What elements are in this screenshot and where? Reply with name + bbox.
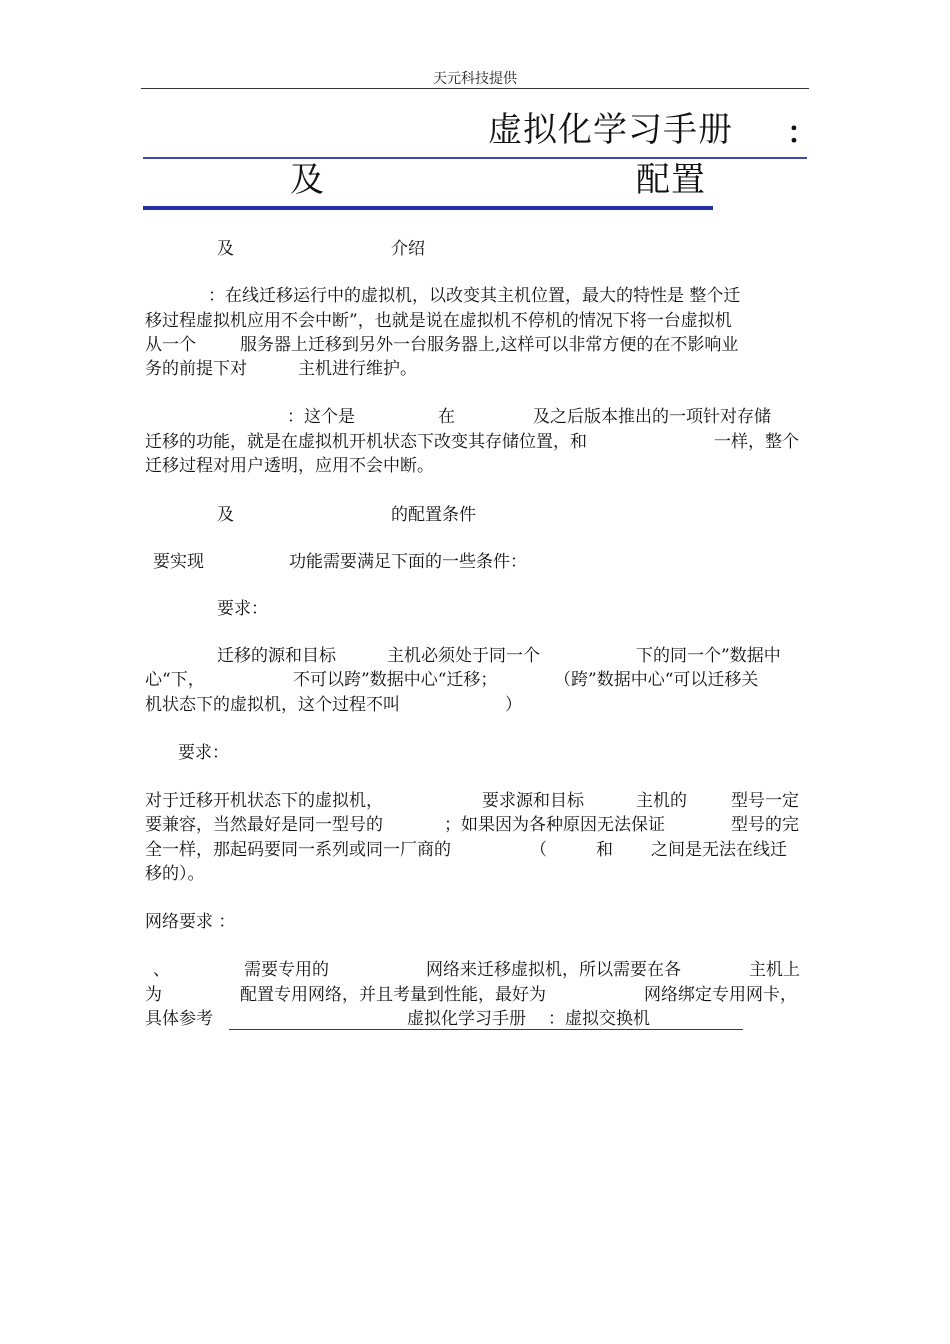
p1-line1: ：在线迁移运行中的虚拟机，以改变其主机位置，最大的特性是 整个迁: [208, 286, 741, 306]
p4-line3c: 和: [596, 840, 613, 860]
p5-line1b: 需要专用的: [244, 960, 329, 980]
p1-line2: 移过程虚拟机应用不会中断”，也就是说在虚拟机不停机的情况下将一台虚拟机: [145, 311, 732, 331]
p5-line2a: 为: [145, 985, 162, 1005]
p1-line3b: 服务器上迁移到另外一台服务器上,这样可以非常方便的在不影响业: [240, 335, 739, 355]
p5-line2b: 配置专用网络，并且考量到性能，最好为: [240, 985, 546, 1005]
p3-line2b: 不可以跨”数据中心“迁移；: [293, 670, 498, 690]
cond-heading-right: 的配置条件: [391, 505, 476, 525]
p4-line1d: 型号一定: [731, 791, 799, 811]
reference-link-title[interactable]: 虚拟化学习手册: [407, 1009, 526, 1029]
doc-title-line1: 虚拟化学习手册: [488, 110, 733, 150]
p4-line2b: ；如果因为各种原因无法保证: [444, 815, 665, 835]
doc-title-colon: ：: [787, 116, 817, 151]
p1-line4b: 主机进行维护。: [298, 359, 417, 379]
p2-line3: 迁移过程对用户透明，应用不会中断。: [145, 456, 434, 476]
p3-line3b: ）: [505, 695, 522, 715]
p4-line3d: 之间是无法在线迁: [651, 840, 787, 860]
p4-line2a: 要兼容，当然最好是同一型号的: [145, 815, 383, 835]
p5-line2c: 网络绑定专用网卡，: [644, 985, 797, 1005]
req1-label: 要求：: [217, 599, 268, 619]
title-rule-thick: [143, 206, 713, 210]
running-header: 天元科技提供: [433, 71, 517, 87]
p4-line4: 移的）。: [145, 864, 205, 884]
p4-line3a: 全一样，那起码要同一系列或同一厂商的: [145, 840, 451, 860]
p2-line1a: ：这个是: [287, 407, 355, 427]
net-label: 网络要求 ：: [145, 912, 236, 932]
p4-line2c: 型号的完: [731, 815, 799, 835]
p5-line1d: 主机上: [749, 960, 800, 980]
p2-line2b: 一样，整个: [714, 432, 799, 452]
p1-line3a: 从一个: [145, 335, 196, 355]
reference-link-subtitle[interactable]: ：虚拟交换机: [548, 1009, 650, 1029]
p3-line1b: 主机必须处于同一个: [387, 646, 540, 666]
cond-heading-left: 及: [217, 505, 234, 525]
doc-title-line2-right: 配置: [636, 160, 706, 200]
p4-line1b: 要求源和目标: [482, 791, 584, 811]
cond-intro-a: 要实现: [153, 552, 204, 572]
p4-line3b: （: [530, 840, 547, 860]
p2-line2a: 迁移的功能，就是在虚拟机开机状态下改变其存储位置，和: [145, 432, 587, 452]
p2-line1c: 及之后版本推出的一项针对存储: [533, 407, 771, 427]
intro-heading-left: 及: [217, 239, 234, 259]
p3-line1a: 迁移的源和目标: [217, 646, 336, 666]
p3-line3a: 机状态下的虚拟机，这个过程不叫: [145, 695, 400, 715]
p5-line1c: 网络来迁移虚拟机，所以需要在各: [426, 960, 681, 980]
intro-heading-right: 介绍: [391, 239, 425, 259]
reference-link-underline: [229, 1029, 743, 1030]
p4-line1a: 对于迁移开机状态下的虚拟机，: [145, 791, 383, 811]
p3-line2c: （跨”数据中心“可以迁移关: [554, 670, 759, 690]
p1-line4a: 务的前提下对: [145, 359, 247, 379]
p5-line3a: 具体参考: [145, 1009, 213, 1029]
p3-line2a: 心“下，: [145, 670, 205, 690]
p3-line1c: 下的同一个”数据中: [636, 646, 781, 666]
title-rule-thin: [143, 157, 807, 159]
doc-title-line2-left: 及: [290, 160, 324, 200]
p4-line1c: 主机的: [636, 791, 687, 811]
req2-label: 要求：: [178, 743, 229, 763]
p5-line1a: 、: [153, 960, 170, 980]
cond-intro-b: 功能需要满足下面的一些条件：: [289, 552, 527, 572]
header-rule: [141, 88, 809, 89]
p2-line1b: 在: [438, 407, 455, 427]
